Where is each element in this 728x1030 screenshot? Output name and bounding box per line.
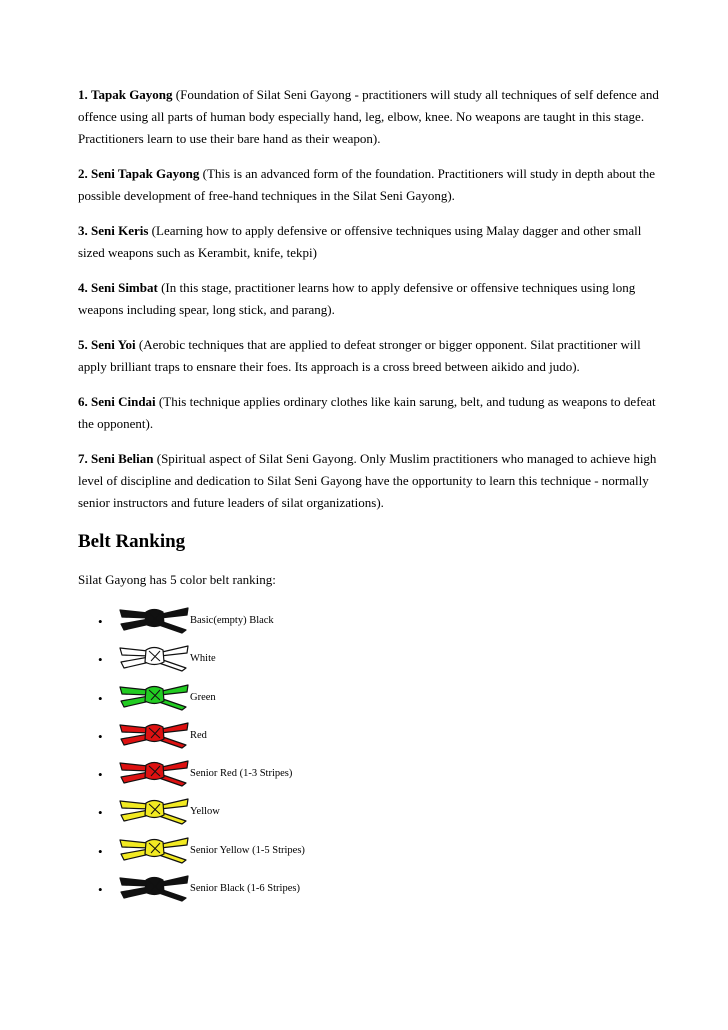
- bullet-icon: •: [98, 843, 103, 859]
- technique-paragraph-6: [78, 391, 668, 435]
- bullet-icon: •: [98, 690, 103, 706]
- technique-term: Tapak Gayong: [91, 87, 173, 102]
- bullet-icon: •: [98, 805, 103, 821]
- belt-list-item: [78, 608, 668, 646]
- senior-red-belt-icon: [118, 757, 190, 787]
- belt-list-item: [78, 646, 668, 684]
- technique-number: 6.: [78, 394, 88, 409]
- bullet-icon: •: [98, 614, 103, 629]
- belt-list-item: [78, 838, 668, 876]
- technique-description: (Foundation of Silat Seni Gayong - practitioners will study all techniques of self defence and offence using all parts of human body especially hand, leg, elbow, knee. No weapons are taught in this stage. Practitioners learn to use their bare hand as their weapon).: [78, 87, 659, 146]
- technique-number: 1.: [78, 87, 88, 102]
- green-belt-icon: [118, 681, 190, 711]
- technique-description: (Spiritual aspect of Silat Seni Gayong. Only Muslim practitioners who managed to achieve high level of discipline and dedication to Silat Seni Gayong have the opportunity to learn this technique - normally senior instructors and future leaders of silat organizations).: [78, 451, 657, 510]
- technique-number: 5.: [78, 337, 88, 352]
- belt-label: White: [190, 653, 216, 665]
- bullet-icon: •: [98, 728, 103, 744]
- technique-term: Seni Cindai: [91, 394, 156, 409]
- bullet-icon: •: [98, 767, 103, 783]
- technique-paragraph-4: [78, 277, 668, 321]
- black-belt-icon: [118, 604, 190, 634]
- belt-list-item: [78, 876, 668, 914]
- technique-paragraph-7: [78, 448, 668, 514]
- belt-label: Basic(empty) Black: [190, 615, 274, 626]
- technique-term: Seni Simbat: [91, 280, 158, 295]
- belt-ranking-intro: Silat Gayong has 5 color belt ranking:: [78, 572, 276, 587]
- technique-description: (In this stage, practitioner learns how to apply defensive or offensive techniques using long weapons including spear, long stick, and parang).: [78, 280, 636, 317]
- belt-list-item: [78, 799, 668, 837]
- technique-paragraph-5: [78, 334, 668, 378]
- technique-number: 2.: [78, 166, 88, 181]
- technique-number: 7.: [78, 451, 88, 466]
- technique-description: (This is an advanced form of the foundation. Practitioners will study in depth about the possible development of free-hand techniques in the Silat Seni Gayong).: [78, 166, 656, 203]
- belt-ranking-heading: Belt Ranking: [78, 531, 186, 552]
- bullet-icon: •: [98, 882, 103, 898]
- technique-term: Seni Tapak Gayong: [91, 166, 200, 181]
- belt-label: Senior Black (1-6 Stripes): [190, 883, 300, 895]
- red-belt-icon: [118, 719, 190, 749]
- belt-list: [78, 608, 668, 914]
- belt-label: Senior Yellow (1-5 Stripes): [190, 844, 305, 856]
- technique-number: 3.: [78, 223, 88, 238]
- yellow-belt-icon: [118, 795, 190, 825]
- white-belt-icon: [118, 642, 190, 672]
- senior-black-belt-icon: [118, 872, 190, 902]
- technique-paragraph-2: [78, 163, 668, 207]
- technique-term: Seni Yoi: [91, 337, 136, 352]
- belt-label: Green: [190, 691, 216, 703]
- belt-list-item: [78, 761, 668, 799]
- belt-label: Senior Red (1-3 Stripes): [190, 768, 293, 780]
- senior-yellow-belt-icon: [118, 834, 190, 864]
- bullet-icon: •: [98, 652, 103, 668]
- belt-label: Yellow: [190, 806, 220, 818]
- technique-description: (This technique applies ordinary clothes like kain sarung, belt, and tudung as weapons to defeat the opponent).: [78, 394, 656, 431]
- technique-number: 4.: [78, 280, 88, 295]
- technique-description: (Aerobic techniques that are applied to defeat stronger or bigger opponent. Silat practitioner will apply brilliant traps to ensnare their foes. Its approach is a cross breed between aikido and judo).: [78, 337, 641, 374]
- belt-label: Red: [190, 729, 207, 741]
- technique-paragraph-3: [78, 220, 668, 264]
- technique-term: Seni Belian: [91, 451, 154, 466]
- belt-list-item: [78, 723, 668, 761]
- technique-term: Seni Keris: [91, 223, 149, 238]
- technique-description: (Learning how to apply defensive or offensive techniques using Malay dagger and other small sized weapons such as Kerambit, knife, tekpi): [78, 223, 642, 260]
- document-content: [78, 84, 668, 914]
- technique-paragraph-1: [78, 84, 668, 150]
- belt-list-item: [78, 685, 668, 723]
